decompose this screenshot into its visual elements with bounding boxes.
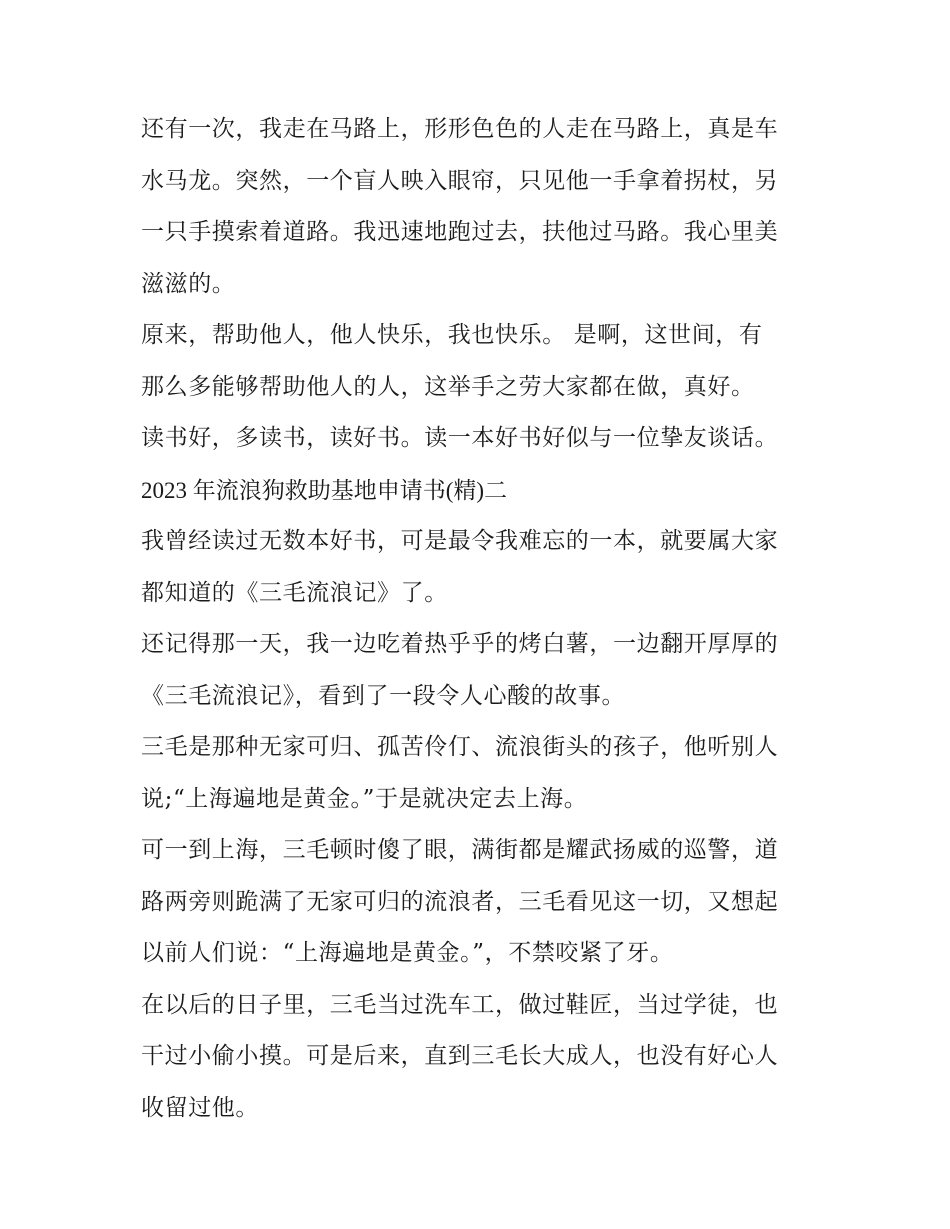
text-line: 都知道的《三毛流浪记》了。: [141, 579, 448, 606]
text-line: 那么多能够帮助他人的人，这举手之劳大家都在做，真好。: [141, 373, 755, 400]
text-line: 滋滋的。: [141, 270, 236, 297]
text-line: 还有一次，我走在马路上，形形色色的人走在马路上，真是车: [141, 116, 779, 142]
text-line: 一只手摸索着道路。我迅速地跑过去，扶他过马路。我心里美: [141, 219, 779, 245]
text-line: 读书好，多读书，读好书。读一本好书好似与一位挚友谈话。: [141, 425, 779, 451]
text-line: 以前人们说：“上海遍地是黄金。”，不禁咬紧了牙。: [141, 940, 674, 966]
text-line: 路两旁则跪满了无家可归的流浪者，三毛看见这一切，又想起: [141, 888, 779, 915]
text-line: 原来，帮助他人，他人快乐，我也快乐。 是啊，这世间，有: [141, 322, 763, 348]
text-line: 说;“上海遍地是黄金。”于是就决定去上海。: [141, 785, 588, 812]
text-line: 水马龙。突然，一个盲人映入眼帘，只见他一手拿着拐杖，另: [141, 167, 779, 194]
text-line: 在以后的日子里，三毛当过洗车工，做过鞋匠，当过学徒，也: [141, 991, 779, 1018]
text-line: 还记得那一天，我一边吃着热乎乎的烤白薯，一边翻开厚厚的: [141, 631, 779, 657]
text-line: 《三毛流浪记》，看到了一段令人心酸的故事。: [141, 682, 626, 709]
text-line: 三毛是那种无家可归、孤苦伶仃、流浪街头的孩子，他听别人: [141, 734, 779, 760]
section-heading: 2023 年流浪狗救助基地申请书(精)二: [141, 477, 508, 503]
text-line: 我曾经读过无数本好书，可是最令我难忘的一本，就要属大家: [141, 528, 779, 554]
text-line: 可一到上海，三毛顿时傻了眼，满街都是耀武扬威的巡警，道: [141, 837, 779, 863]
text-line: 收留过他。: [141, 1094, 259, 1121]
text-line: 干过小偷小摸。可是后来，直到三毛长大成人，也没有好心人: [141, 1043, 779, 1069]
document-body: [141, 104, 813, 1134]
